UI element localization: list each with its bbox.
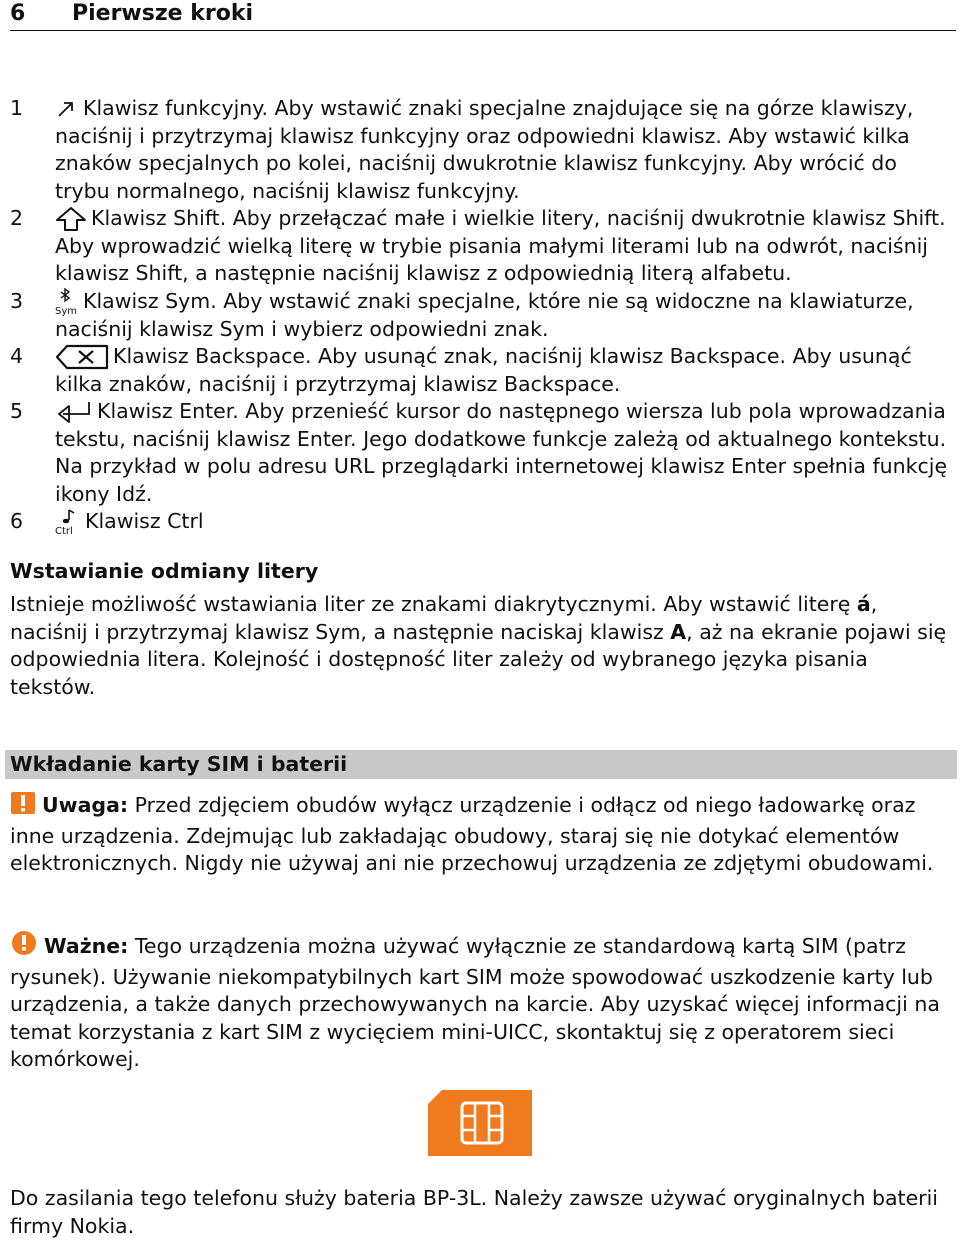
key-number: 3 [10,288,24,313]
important-icon [10,930,38,964]
key-item-ctrl [10,508,955,536]
key-list [10,95,955,536]
key-number: 4 [10,344,24,368]
svg-text:Ctrl: Ctrl [55,526,73,536]
key-number: 5 [10,399,24,423]
key-description: Klawisz Ctrl [85,509,204,533]
paragraph-text: Istnieje możliwość wstawiania liter ze znakami diakrytycznymi. Aby wstawić literę [10,592,857,616]
shift-arrow-icon [55,206,87,232]
enter-arrow-icon [55,400,93,424]
key-item-function [10,95,955,205]
key-number: 6 [10,509,24,533]
section-heading-letter-variant: Wstawianie odmiany litery [10,559,319,583]
important-label: Ważne: [44,934,129,958]
svg-text:Sym: Sym [55,305,78,316]
key-item-backspace [10,343,955,398]
letter-a: A [670,619,687,644]
paragraph-text: , aż na ekranie pojawi się odpowiednia litera. Kolejność i dostępność liter zależy od wybranego języka pisania tekstów. [10,619,947,699]
section-heading-sim-battery: Wkładanie karty SIM i baterii [10,752,348,776]
key-description: Klawisz Shift. Aby przełączać małe i wielkie litery, naciśnij dwukrotnie klawisz Shift. Aby wprowadzić wielką literę w trybie pisania małymi literami lub na odwrót, naciśnij klawisz Shift, a następnie naciśnij klawisz z odpowiednią literą alfabetu. [55,206,946,285]
letter-a-acute: á [856,592,871,616]
paragraph-text: , naciśnij i przytrzymaj klawisz Sym, a następnie naciskaj klawisz [10,592,878,644]
key-description: Klawisz Backspace. Aby usunąć znak, naciśnij klawisz Backspace. Aby usunąć kilka znaków, naciśnij i przytrzymaj klawisz Backspace. [55,344,912,396]
page-header [10,0,956,31]
warning-icon [10,791,36,823]
warning-note [10,791,955,878]
important-note [10,930,955,1074]
key-item-sym [10,288,955,344]
key-item-shift [10,205,955,288]
key-number: 1 [10,96,24,120]
key-description: Klawisz Sym. Aby wstawić znaki specjalne, które nie są widoczne na klawiaturze, naciśnij klawisz Sym i wybierz odpowiedni znak. [55,288,914,341]
key-item-enter [10,398,955,508]
sym-bluetooth-icon [55,288,79,316]
sim-card-icon [428,1090,532,1156]
battery-paragraph: Do zasilania tego telefonu służy bateria BP-3L. Należy zawsze używać oryginalnych baterii firmy Nokia. [10,1186,938,1238]
warning-label: Uwaga: [42,793,129,817]
important-text: Tego urządzenia można używać wyłącznie ze standardową kartą SIM (patrz rysunek). Używanie niekompatybilnych kart SIM może spowodować uszkodzenie karty lub urządzenia, a także danych przechowywanych na karcie. Aby uzyskać więcej informacji na temat korzystania z kart SIM z wycięciem mini-UICC, skontaktuj się z operatorem sieci komórkowej. [10,934,940,1071]
page-number: 6 [10,1,26,26]
key-number: 2 [10,206,24,230]
function-key-arrow-icon [55,99,79,119]
backspace-icon [55,344,109,370]
letter-variant-paragraph [10,591,955,701]
key-description: Klawisz Enter. Aby przenieść kursor do następnego wiersza lub pola wprowadzania tekstu, naciśnij klawisz Enter. Jego dodatkowe funkcje zależą od aktualnego kontekstu. Na przykład w polu adresu URL przeglądarki internetowej klawisz Enter spełnia funkcję ikony Idź. [55,399,948,506]
warning-text: Przed zdjęciem obudów wyłącz urządzenie i odłącz od niego ładowarkę oraz inne urządzenia. Zdejmując lub zakładając obudowy, staraj się nie dotykać elementów elektronicznych. Nigdy nie używaj ani nie przechowuj urządzenia ze zdjętymi obudowami. [10,793,934,875]
ctrl-music-icon [55,508,81,536]
key-description: Klawisz funkcyjny. Aby wstawić znaki specjalne znajdujące się na górze klawiszy, naciśnij i przytrzymaj klawisz funkcyjny oraz odpowiedni klawisz. Aby wstawić kilka znaków specjalnych po kolei, naciśnij dwukrotnie klawisz funkcyjny. Aby wrócić do trybu normalnego, naciśnij klawisz funkcyjny. [55,96,914,203]
chapter-title: Pierwsze kroki [72,1,254,26]
